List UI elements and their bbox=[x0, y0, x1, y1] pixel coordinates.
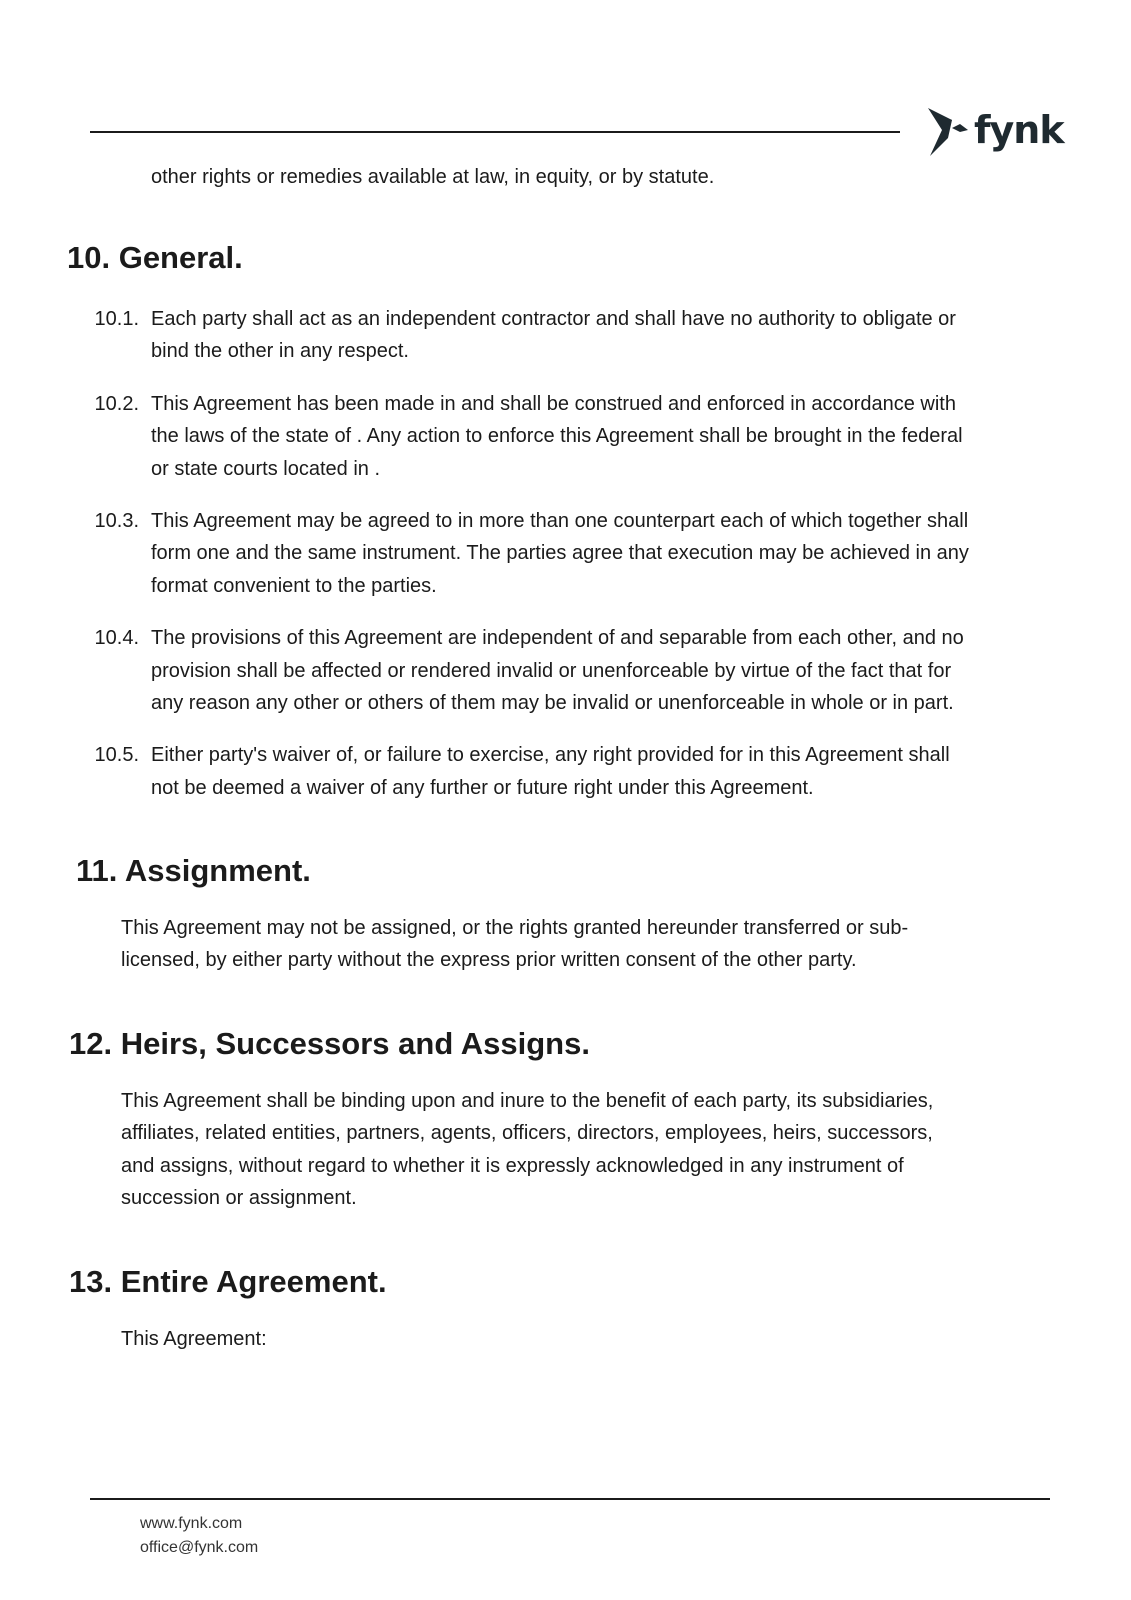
clause-line: format convenient to the parties. bbox=[151, 575, 437, 597]
clause-line: not be deemed a waiver of any further or future right under this Agreement. bbox=[151, 777, 814, 799]
paragraph-line: This Agreement may not be assigned, or the rights granted hereunder transferred or sub- bbox=[121, 917, 909, 939]
paragraph-line: succession or assignment. bbox=[121, 1187, 357, 1209]
paragraph-line: licensed, by either party without the express prior written consent of the other party. bbox=[121, 949, 857, 971]
paragraph-line: affiliates, related entities, partners, agents, officers, directors, employees, heirs, successors, bbox=[121, 1122, 933, 1144]
clause-line: any reason any other or others of them may be invalid or unenforceable in whole or in part. bbox=[151, 692, 954, 714]
clause-line: This Agreement has been made in and shall be construed and enforced in accordance with bbox=[151, 393, 956, 415]
section-heading: 12. Heirs, Successors and Assigns. bbox=[69, 1026, 590, 1061]
clause-line: or state courts located in . bbox=[151, 458, 381, 480]
header-rule bbox=[90, 131, 900, 133]
footer-email[interactable]: office@fynk.com bbox=[140, 1539, 259, 1556]
bird-icon bbox=[922, 106, 970, 160]
clause-number: 10.4. bbox=[94, 627, 139, 649]
clause-number: 10.1. bbox=[94, 308, 139, 330]
clause-line: This Agreement may be agreed to in more than one counterpart each of which together shall bbox=[151, 510, 969, 532]
fynk-logo[interactable] bbox=[922, 104, 1064, 162]
clause-line: the laws of the state of . Any action to enforce this Agreement shall be brought in the federal bbox=[151, 425, 963, 447]
section-heading: 10. General. bbox=[67, 240, 243, 275]
logo-text: fynk bbox=[974, 108, 1064, 152]
footer-rule bbox=[90, 1498, 1050, 1500]
clause-line: bind the other in any respect. bbox=[151, 340, 409, 362]
clause-line: form one and the same instrument. The parties agree that execution may be achieved in any bbox=[151, 542, 969, 564]
clause-line: provision shall be affected or rendered invalid or unenforceable by virtue of the fact that for bbox=[151, 660, 952, 682]
intro-text: other rights or remedies available at law, in equity, or by statute. bbox=[151, 166, 715, 188]
clause-line: The provisions of this Agreement are independent of and separable from each other, and no bbox=[151, 627, 964, 649]
section-heading: 13. Entire Agreement. bbox=[69, 1264, 387, 1299]
footer-website[interactable]: www.fynk.com bbox=[140, 1515, 243, 1532]
clause-number: 10.3. bbox=[94, 510, 139, 532]
clause-number: 10.2. bbox=[94, 393, 139, 415]
clause-line: Each party shall act as an independent contractor and shall have no authority to obligate or bbox=[151, 308, 956, 330]
paragraph-line: This Agreement shall be binding upon and inure to the benefit of each party, its subsidiaries, bbox=[121, 1090, 934, 1112]
paragraph-line: This Agreement: bbox=[121, 1328, 267, 1350]
clause-line: Either party's waiver of, or failure to exercise, any right provided for in this Agreement shall bbox=[151, 744, 950, 766]
clause-number: 10.5. bbox=[94, 744, 139, 766]
section-heading: 11. Assignment. bbox=[76, 853, 311, 888]
paragraph-line: and assigns, without regard to whether it is expressly acknowledged in any instrument of bbox=[121, 1155, 904, 1177]
